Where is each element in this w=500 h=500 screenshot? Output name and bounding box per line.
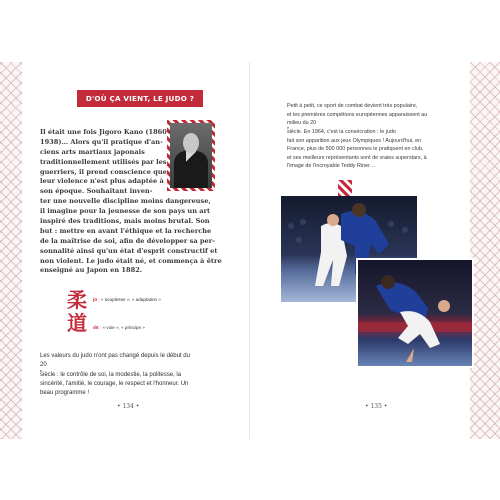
ju-romaji: jū — [93, 297, 98, 302]
do-romaji: dō — [93, 325, 99, 330]
text-line: il imagine pour la jeunesse de son pays un art — [40, 207, 211, 216]
text-line: leur violence n'est plus adaptée à — [40, 177, 164, 186]
text-line: ter une nouvelle discipline moins dangereuse, — [40, 197, 211, 206]
judo-kanji — [67, 289, 89, 335]
text-line: fait son apparition aux jeux Olympiques ! Aujourd'hui, en — [287, 137, 422, 144]
text-line: milieu du 20 e siècle. En 1964, c'est la consécration : le judo — [287, 120, 396, 135]
text-line: guerriers, il prend conscience que — [40, 167, 167, 176]
text-line: son époque. Souhaitant inven- — [40, 187, 153, 196]
text-line: traditionnellement utilisés par les — [40, 157, 167, 166]
ju-gloss — [93, 297, 161, 302]
teddy-riner-photo — [356, 258, 474, 368]
section-heading: D'OÙ ÇA VIENT, LE JUDO ? — [77, 90, 203, 107]
text-line: 20 e siècle : le contrôle de soi, la modestie, la politesse, la — [40, 362, 182, 378]
text-line: Petit à petit, ce sport de combat devient très populaire, — [287, 103, 418, 109]
right-decorative-border — [470, 62, 500, 439]
do-gloss — [93, 325, 145, 330]
history-paragraph — [40, 128, 220, 276]
text-line: non violent. Le judo était né, et commença à être — [40, 256, 222, 265]
text-line: inspiré des traditions, mais moins brutal. Son — [40, 217, 210, 226]
text-line: et ses meilleurs représentants sont de vraies superstars, à — [287, 154, 427, 161]
popularity-paragraph — [287, 102, 462, 171]
text-line: de la maîtrise de soi, afin de développer sa per- — [40, 236, 215, 245]
ju-meaning: : « souplesse », « adaptation » — [97, 297, 161, 302]
text-line: Les valeurs du judo n'ont pas changé depuis le début du — [40, 353, 190, 359]
text-line: ciens arts martiaux japonais — [40, 147, 145, 156]
text-line: but : mettre en avant l'éthique et la recherche — [40, 226, 212, 235]
text-line: et les premières compétions européennes apparaissent au — [287, 111, 428, 118]
text-line: sonnalité ainsi qu'un état d'esprit constructif et — [40, 246, 218, 255]
text-line: 1938)… Alors qu'il pratique d'an- — [40, 137, 163, 146]
do-meaning: : « voie », « principe » — [98, 325, 145, 330]
text-line: l'image de l'incroyable Teddy Riner… — [287, 163, 376, 170]
kanji-do: 道 — [67, 311, 87, 335]
page-number-left: • 134 • — [117, 403, 140, 410]
values-paragraph — [40, 352, 236, 398]
page-number-right: • 135 • — [365, 403, 388, 410]
text-line: enseigné au Japon en 1882. — [40, 266, 143, 275]
text-line: Il était une fois Jigoro Kano (1860- — [40, 128, 170, 136]
text-line: France, plus de 500 000 personnes le pratiquent en club, — [287, 146, 424, 153]
text-line: sincérité, l'amitié, le courage, le respect et l'honneur. Un — [40, 380, 189, 387]
left-decorative-border — [0, 62, 22, 439]
kanji-ju: 柔 — [67, 288, 87, 312]
text-line: beau programme ! — [40, 390, 90, 397]
